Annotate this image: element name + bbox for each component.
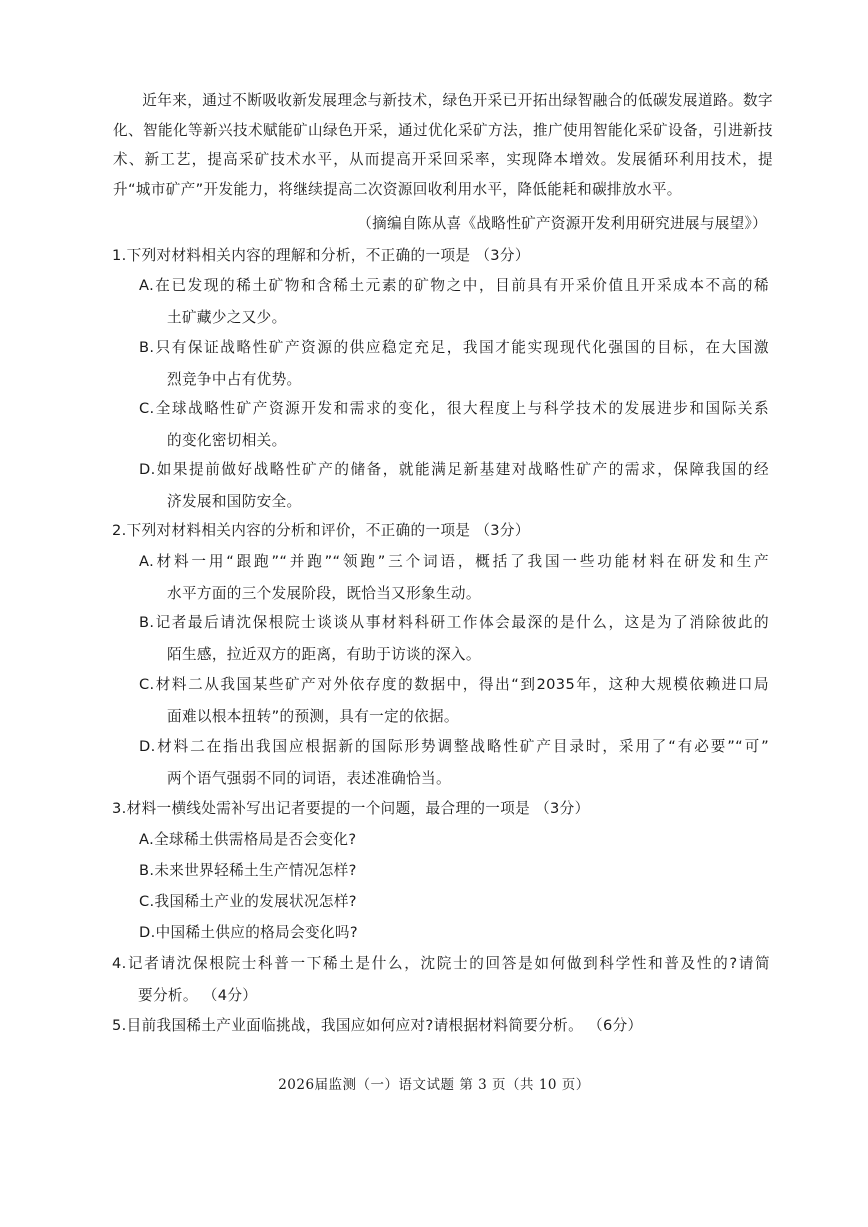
option-line: 土矿藏少之又少。 — [167, 309, 287, 326]
option-line: 陌生感，拉近双方的距离，有助于访谈的深入。 — [167, 646, 481, 663]
option-line: 济发展和国防安全。 — [167, 493, 302, 510]
page-footer: 2026届监测（一）语文试题 第 3 页（共 10 页） — [278, 1077, 590, 1093]
option-line: C.全球战略性矿产资源开发和需求的变化，很大程度上与科学技术的发展进步和国际关系 — [139, 400, 769, 417]
option-line: D.材料二在指出我国应根据新的国际形势调整战略性矿产目录时，采用了“有必要”“可” — [139, 738, 769, 755]
question-2-option-a — [139, 550, 769, 606]
question-3-stem: 3.材料一横线处需补写出记者要提的一个问题，最合理的一项是 （3分） — [112, 800, 590, 817]
question-2-option-b — [139, 611, 769, 667]
option-line: A.在已发现的稀土矿物和含稀土元素的矿物之中，目前具有开采价值且开采成本不高的稀 — [139, 277, 769, 294]
question-2-option-d — [139, 735, 769, 791]
question-1-option-b — [139, 336, 769, 392]
question-4-stem — [112, 952, 770, 1008]
option-line: A.材料一用“跟跑”“并跑”“领跑”三个词语，概括了我国一些功能材料在研发和生产 — [139, 553, 769, 570]
option-line: 烈竞争中占有优势。 — [167, 371, 302, 388]
passage-line: 近年来，通过不断吸收新发展理念与新技术，绿色开采已开拓出绿智融合的低碳发展道路。 — [142, 92, 744, 109]
option-line: B.未来世界轻稀土生产情况怎样? — [139, 862, 357, 879]
option-line: 的变化密切相关。 — [167, 432, 287, 449]
question-5-stem: 5.目前我国稀土产业面临挑战，我国应如何应对?请根据材料简要分析。 （6分） — [112, 1017, 643, 1034]
question-1-option-c — [139, 397, 769, 453]
option-line: D.中国稀土供应的格局会变化吗? — [139, 924, 358, 941]
question-line: 4.记者请沈保根院士科普一下稀土是什么，沈院士的回答是如何做到科学性和普及性的?请简 — [112, 955, 770, 972]
option-line: D.如果提前做好战略性矿产的储备，就能满足新基建对战略性矿产的需求，保障我国的经 — [139, 461, 769, 478]
question-1-stem: 1.下列对材料相关内容的理解和分析，不正确的一项是 （3分） — [112, 247, 530, 264]
option-line: 面难以根本扭转”的预测，具有一定的依据。 — [167, 708, 459, 725]
question-2-stem: 2.下列对材料相关内容的分析和评价，不正确的一项是 （3分） — [112, 522, 530, 539]
passage-paragraph — [113, 86, 773, 204]
passage-line: 数字化、智能化等新兴技术赋能矿山绿色开采，通过优化采矿方法，推广使用智能化采矿设备， — [113, 92, 773, 139]
question-2-option-c — [139, 673, 769, 729]
option-line: A.全球稀土供需格局是否会变化? — [139, 831, 357, 848]
option-line: 两个语气强弱不同的词语，表述准确恰当。 — [167, 770, 451, 787]
question-1-option-a — [139, 274, 769, 330]
question-1-option-d — [139, 458, 769, 514]
option-line: 水平方面的三个发展阶段，既恰当又形象生动。 — [167, 585, 481, 602]
question-3-option-d — [139, 921, 769, 953]
question-3-option-a — [139, 828, 769, 860]
passage-line: 引进新技术、新工艺，提高采矿技术水平，从而提高开采回采率，实现降本增效。发展循环利用 — [113, 121, 773, 168]
question-line: 要分析。 （4分） — [138, 987, 258, 1004]
option-line: C.我国稀土产业的发展状况怎样? — [139, 893, 357, 910]
passage-line: 技术，提升“城市矿产”开发能力，将继续提高二次资源回收利用水平，降低能耗和碳排放水平。 — [113, 151, 773, 198]
option-line: C.材料二从我国某些矿产对外依存度的数据中，得出“到2035年，这种大规模依赖进口局 — [139, 676, 769, 693]
option-line: B.记者最后请沈保根院士谈谈从事材料科研工作体会最深的是什么，这是为了消除彼此的 — [139, 614, 769, 631]
option-line: B.只有保证战略性矿产资源的供应稳定充足，我国才能实现现代化强国的目标，在大国激 — [139, 339, 769, 356]
passage-source: （摘编自陈从喜《战略性矿产资源开发利用研究进展与展望》） — [357, 215, 767, 232]
question-3-option-c — [139, 890, 769, 922]
question-3-option-b — [139, 859, 769, 891]
